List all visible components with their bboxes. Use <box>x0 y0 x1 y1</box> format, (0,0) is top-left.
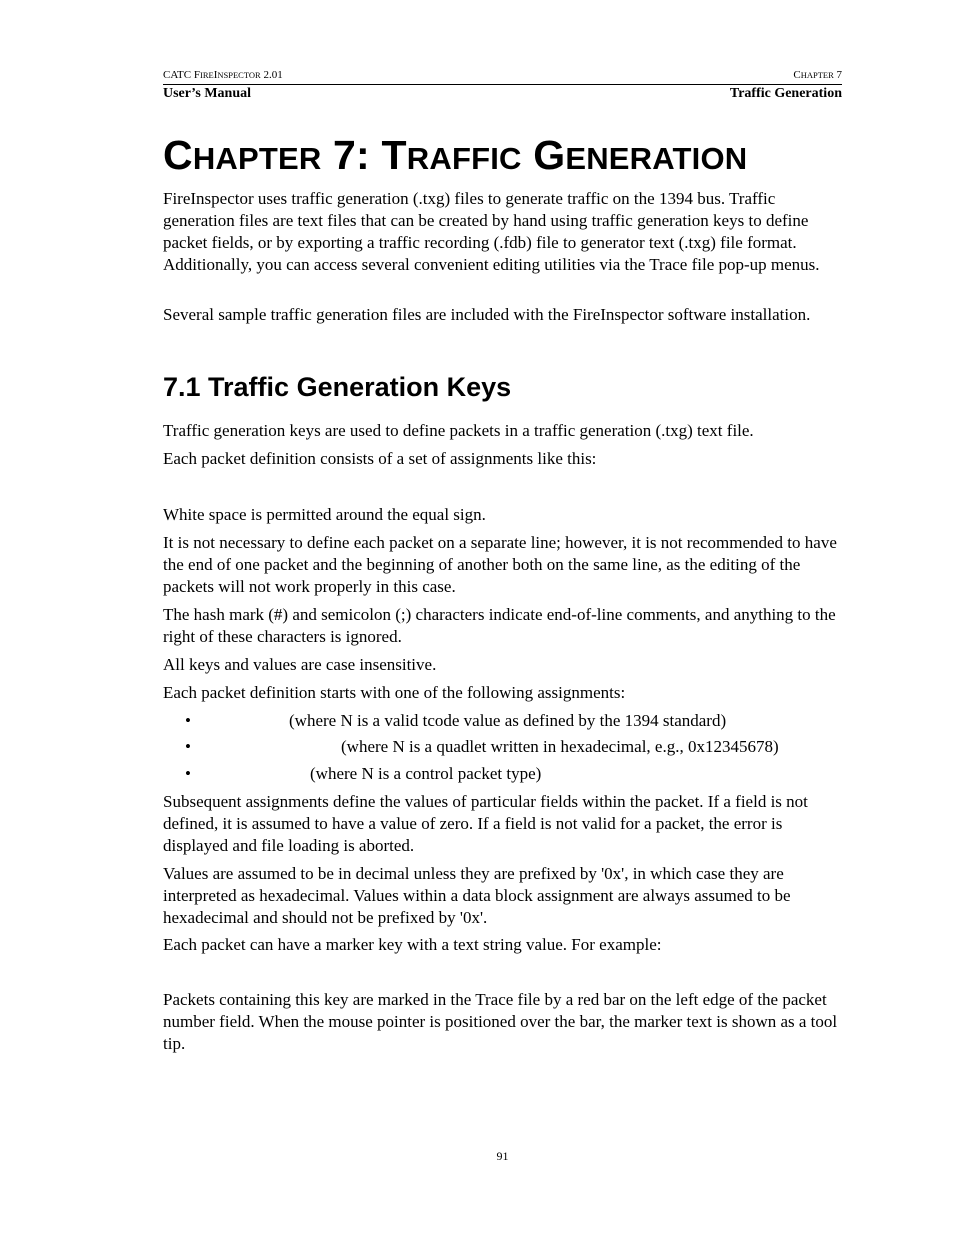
bullet-icon: • <box>185 711 191 730</box>
intro-paragraph-1: FireInspector uses traffic generation (.txg) files to generate traffic on the 1394 bus. Traffic generation files are text files that can be created by hand using traffic generation keys to define packet fields, or by exporting a traffic recording (.fdb) file to generator text (.txg) file format. Additionally, you can access several convenient editing utilities via the Trace file pop-up menus. <box>163 189 820 274</box>
bullet-text-2: (where N is a quadlet written in hexadecimal, e.g., 0x12345678) <box>341 737 779 756</box>
header-chapter: CHAPTER 7 <box>793 69 842 81</box>
header-section: Traffic Generation <box>729 86 842 101</box>
body-paragraph-2: Each packet definition consists of a set of assignments like this: <box>163 449 597 468</box>
body-paragraph-6: All keys and values are case insensitive. <box>163 655 437 674</box>
intro-paragraph-2: Several sample traffic generation files are included with the FireInspector software installation. <box>163 305 811 324</box>
body-paragraph-7: Each packet definition starts with one of the following assignments: <box>163 683 626 702</box>
bullet-text-1: (where N is a valid tcode value as defined by the 1394 standard) <box>289 711 727 730</box>
body-paragraph-5: The hash mark (#) and semicolon (;) characters indicate end-of-line comments, and anything to the right of these characters is ignored. <box>163 605 836 646</box>
header-manual: User’s Manual <box>163 86 252 101</box>
page-number: 91 <box>496 1149 509 1163</box>
bullet-icon: • <box>185 764 191 783</box>
header-rule <box>163 84 842 85</box>
body-paragraph-11: Packets containing this key are marked in the Trace file by a red bar on the left edge of the packet number field. When the mouse pointer is positioned over the bar, the marker text is shown as a tool tip. <box>163 990 838 1053</box>
body-paragraph-3: White space is permitted around the equal sign. <box>163 505 486 524</box>
section-title: 7.1 Traffic Generation Keys <box>163 372 512 402</box>
bullet-text-3: (where N is a control packet type) <box>310 764 542 783</box>
body-paragraph-10: Each packet can have a marker key with a text string value. For example: <box>163 935 662 954</box>
chapter-title: CHAPTER 7: TRAFFIC GENERATION <box>163 132 748 178</box>
bullet-icon: • <box>185 737 191 756</box>
body-paragraph-4: It is not necessary to define each packet on a separate line; however, it is not recommended to have the end of one packet and the beginning of another both on the same line, as the editing of the packets will not work properly in this case. <box>163 533 837 596</box>
body-paragraph-8: Subsequent assignments define the values of particular fields within the packet. If a field is not defined, it is assumed to have a value of zero. If a field is not valid for a packet, the error is displayed and file loading is aborted. <box>163 792 808 855</box>
body-paragraph-1: Traffic generation keys are used to define packets in a traffic generation (.txg) text file. <box>163 421 754 440</box>
body-paragraph-9: Values are assumed to be in decimal unless they are prefixed by '0x', in which case they are interpreted as hexadecimal. Values within a data block assignment are always assumed to be hexadecimal and should not be prefixed by '0x'. <box>163 864 791 927</box>
header-product: CATC FIREINSPECTOR 2.01 <box>163 69 283 81</box>
